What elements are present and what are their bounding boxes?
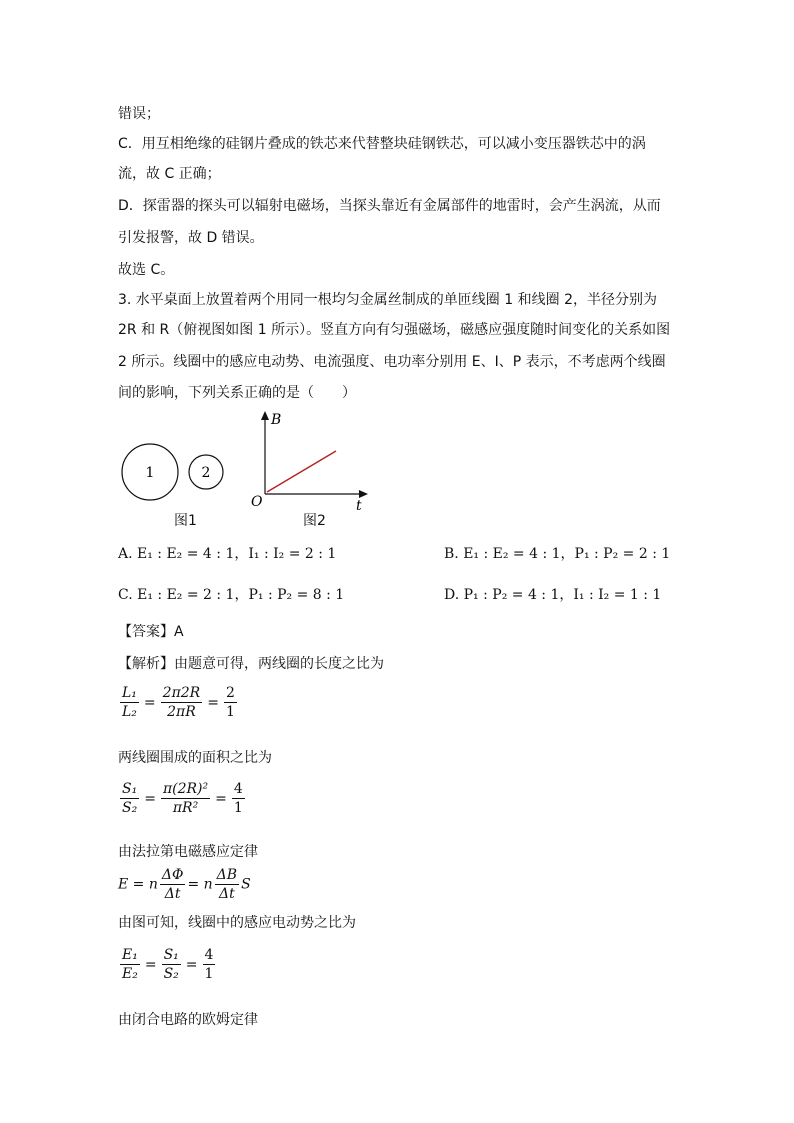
analysis-intro: 【解析】由题意可得，两线圈的长度之比为: [118, 656, 384, 672]
f1-rhs-den: 1: [225, 704, 235, 720]
f1-rhs-num: 2: [225, 685, 235, 701]
axis-y-label: B: [271, 412, 282, 428]
f2-lhs-den: S₂: [122, 800, 138, 816]
question-3-line-3: 2 所示。线圈中的感应电动势、电流强度、电功率分别用 E、I、P 表示，不考虑两个线圈: [118, 354, 666, 370]
analysis-faraday-text: 由法拉第电磁感应定律: [118, 844, 258, 860]
f4-rhs-num: 4: [204, 947, 214, 963]
f2-mid-num: π(2R)²: [162, 781, 209, 797]
axis-x-label: t: [356, 498, 362, 514]
f2-mid-den: πR²: [172, 800, 199, 816]
answer: 【答案】A: [118, 624, 184, 640]
fig1-caption: 图1: [174, 513, 197, 529]
analysis-area-text: 两线圈围成的面积之比为: [118, 750, 272, 766]
question-3-line-2: 2R 和 R（俯视图如图 1 所示）。竖直方向有匀强磁场，磁感应强度随时间变化的关系如图: [118, 322, 671, 338]
text-line-6: 故选 C。: [118, 262, 175, 278]
coil-2-label: 2: [201, 465, 211, 481]
text-line-3: 流，故 C 正确；: [118, 166, 221, 182]
question-3-line-4: 间的影响，下列关系正确的是（ ）: [118, 385, 356, 401]
f3-left: E = n: [118, 876, 158, 893]
b-t-line: [267, 451, 336, 492]
origin-label: O: [251, 494, 263, 510]
formula-area-ratio: $\frac{\text{S₁}}{\text{S₂}}$ = $\frac{\text{π(2R)²}}{\text{πR²}}$ = $\frac{4}{1}$: [122, 781, 243, 816]
analysis-ohm-text: 由闭合电路的欧姆定律: [118, 1012, 258, 1028]
option-a: A. E₁ : E₂ = 4 : 1，I₁ : I₂ = 2 : 1: [118, 546, 337, 562]
f1-mid-den: 2πR: [167, 704, 196, 720]
f4-mid-num: S₁: [163, 947, 179, 963]
formula-emf-ratio: $\frac{\text{E₁}}{\text{E₂}}$ = $\frac{\text{S₁}}{\text{S₂}}$ = $\frac{4}{1}$: [122, 947, 214, 982]
text-line-1: 错误；: [118, 106, 160, 122]
f4-mid-den: S₂: [163, 966, 179, 982]
f3-frac2-num: ΔB: [216, 867, 238, 883]
analysis-emf-text: 由图可知，线圈中的感应电动势之比为: [118, 915, 356, 931]
option-c: C. E₁ : E₂ = 2 : 1，P₁ : P₂ = 8 : 1: [118, 587, 345, 603]
f4-lhs-den: E₂: [122, 966, 138, 982]
f2-lhs-num: S₁: [122, 781, 138, 797]
figure: [110, 408, 380, 528]
f3-mid: = n: [187, 876, 213, 893]
y-axis-arrow: [261, 411, 269, 420]
f3-tail: S: [241, 876, 251, 893]
question-3-line-1: 3. 水平桌面上放置着两个用同一根均匀金属丝制成的单匝线圈 1 和线圈 2，半径分别为: [118, 292, 657, 308]
f2-rhs-num: 4: [233, 781, 243, 797]
text-line-5: 引发报警，故 D 错误。: [118, 230, 264, 246]
f1-mid-num: 2π2R: [162, 685, 201, 701]
option-b: B. E₁ : E₂ = 4 : 1，P₁ : P₂ = 2 : 1: [444, 546, 671, 562]
text-line-2: C．用互相绝缘的硅钢片叠成的铁芯来代替整块硅钢铁芯，可以减小变压器铁芯中的涡: [118, 136, 646, 152]
f1-lhs-num: L₁: [122, 685, 137, 701]
coil-1-label: 1: [145, 465, 155, 481]
option-d: D. P₁ : P₂ = 4 : 1，I₁ : I₂ = 1 : 1: [444, 587, 662, 603]
f2-rhs-den: 1: [233, 800, 243, 816]
formula-length-ratio: $\frac{\text{L₁}}{\text{L₂}}$ = $\frac{2\pi 2R}{2\pi R}$ = $\frac{2}{1}$: [122, 685, 235, 720]
f3-frac1-den: Δt: [164, 886, 181, 902]
formula-faraday: [118, 866, 251, 903]
text-line-4: D．探雷器的探头可以辐射电磁场，当探头靠近有金属部件的地雷时，会产生涡流，从而: [118, 198, 661, 214]
f4-rhs-den: 1: [204, 966, 214, 982]
x-axis-arrow: [359, 490, 368, 498]
f3-frac1-num: ΔΦ: [161, 867, 184, 883]
f4-lhs-num: E₁: [122, 947, 138, 963]
fig2-caption: 图2: [303, 513, 326, 529]
f3-frac2-den: Δt: [219, 886, 235, 902]
f1-lhs-den: L₂: [122, 704, 137, 720]
